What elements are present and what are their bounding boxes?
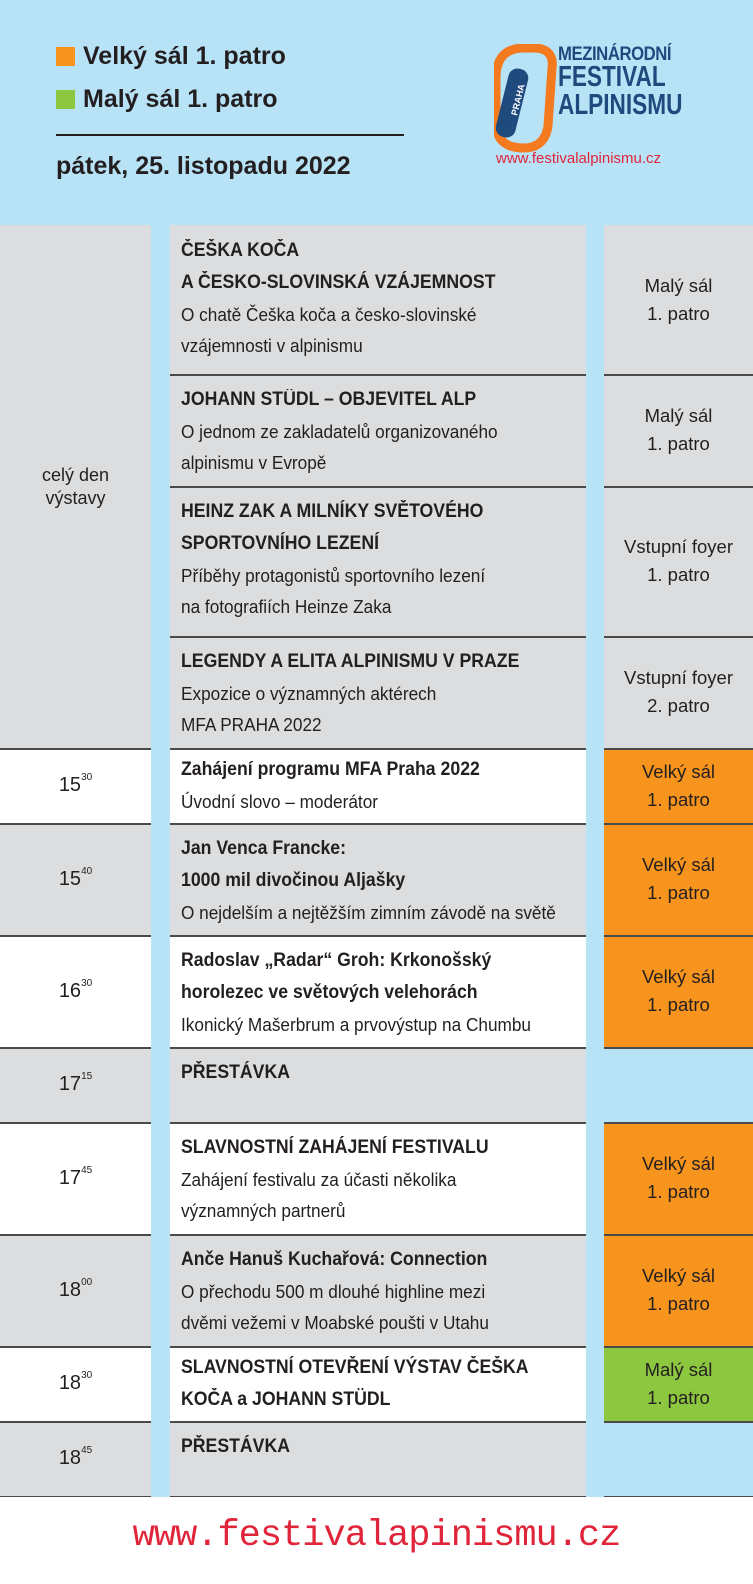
row-divider bbox=[0, 1122, 151, 1124]
legend-label: Velký sál 1. patro bbox=[83, 42, 286, 70]
room-line: Malý sál bbox=[644, 405, 713, 426]
room-line: Vstupní foyer bbox=[623, 667, 733, 688]
row-divider bbox=[0, 748, 151, 750]
row-divider bbox=[604, 1047, 753, 1049]
row-divider bbox=[170, 636, 586, 638]
row-divider bbox=[604, 1346, 753, 1348]
time-minutes: 15 bbox=[81, 1071, 93, 1082]
program-item bbox=[170, 823, 586, 935]
time-cell bbox=[0, 823, 151, 935]
row-divider bbox=[170, 1421, 586, 1423]
row-divider bbox=[170, 1234, 586, 1236]
all-day-line: celý den bbox=[41, 465, 110, 485]
room-line: 1. patro bbox=[647, 302, 710, 324]
exhibition-description: vzájemnosti v alpinismu bbox=[181, 335, 363, 356]
exhibition-title: ČEŠKA KOČA bbox=[181, 240, 300, 261]
exhibition-title: LEGENDY A ELITA ALPINISMU V PRAZE bbox=[181, 651, 520, 672]
room-cell bbox=[604, 1346, 753, 1421]
date-heading: pátek, 25. listopadu 2022 bbox=[56, 152, 351, 180]
room-line: 1. patro bbox=[647, 994, 710, 1015]
time-label: $18^{45}$ bbox=[58, 1445, 93, 1469]
logo-wordmark bbox=[558, 46, 718, 119]
program-item bbox=[170, 1122, 586, 1234]
room-line: 1. patro bbox=[647, 882, 710, 903]
room-label bbox=[645, 1356, 713, 1412]
program-item bbox=[170, 935, 586, 1047]
all-day-label bbox=[42, 464, 109, 509]
divider bbox=[56, 134, 404, 136]
time-cell bbox=[0, 1421, 151, 1496]
program-description: Úvodní slovo – moderátor bbox=[181, 791, 379, 812]
room-cell bbox=[604, 636, 753, 748]
room-line: Vstupní foyer bbox=[623, 536, 733, 557]
legend-item-velky-sal bbox=[56, 42, 286, 71]
exhibition-description: Expozice o významných aktérech bbox=[181, 683, 437, 704]
room-cell bbox=[604, 374, 753, 486]
room-line: Malý sál bbox=[644, 1358, 713, 1380]
room-line: Velký sál bbox=[641, 1153, 715, 1174]
exhibition-description: O jednom ze zakladatelů organizovaného bbox=[181, 421, 498, 442]
time-minutes: 45 bbox=[81, 1164, 93, 1176]
program-title: 1000 mil divočinou Aljašky bbox=[181, 870, 406, 891]
logo-url-link[interactable]: www.festivalalpinismu.cz bbox=[496, 150, 662, 167]
time-minutes: 30 bbox=[81, 772, 93, 783]
row-divider bbox=[604, 374, 753, 376]
all-day-line: výstavy bbox=[45, 487, 106, 508]
program-description: dvěmi vežemi v Moabské poušti v Utahu bbox=[181, 1312, 489, 1333]
time-cell bbox=[0, 935, 151, 1047]
exhibition-item bbox=[170, 374, 586, 486]
time-cell bbox=[0, 1047, 151, 1122]
room-label bbox=[624, 533, 733, 589]
exhibition-title: SPORTOVNÍHO LEZENÍ bbox=[181, 533, 380, 554]
time-label: $17^{15}$ bbox=[58, 1071, 93, 1095]
program-title: PŘESTÁVKA bbox=[181, 1062, 290, 1083]
green-square-icon bbox=[56, 90, 75, 109]
program-title: Radoslav „Radar“ Groh: Krkonošský bbox=[181, 950, 492, 971]
row-divider bbox=[604, 1421, 753, 1423]
row-divider bbox=[604, 823, 753, 825]
exhibition-title: HEINZ ZAK A MILNÍKY SVĚTOVÉHO bbox=[181, 501, 484, 522]
row-divider bbox=[170, 748, 586, 750]
time-minutes: 40 bbox=[81, 865, 93, 877]
header bbox=[0, 0, 753, 225]
logo-line-1: MEZINÁRODNÍ bbox=[558, 44, 672, 65]
row-divider bbox=[604, 636, 753, 638]
row-divider bbox=[170, 374, 586, 376]
time-label: $18^{00}$ bbox=[58, 1276, 93, 1301]
program-description: O nejdelším a nejtěžším zimním závodě na světě bbox=[181, 902, 556, 923]
room-line: 1. patro bbox=[647, 1181, 710, 1202]
time-label: $15^{30}$ bbox=[58, 772, 93, 796]
room-label bbox=[642, 758, 715, 814]
room-label bbox=[624, 664, 733, 720]
room-label bbox=[645, 272, 713, 328]
program-item bbox=[170, 748, 586, 823]
footer-url-link[interactable]: www.festivalapinismu.cz bbox=[132, 1515, 621, 1557]
exhibition-description: MFA PRAHA 2022 bbox=[181, 714, 322, 735]
exhibition-item bbox=[170, 225, 586, 374]
legend-item-maly-sal bbox=[56, 85, 278, 114]
room-cell bbox=[604, 486, 753, 636]
room-line: 1. patro bbox=[647, 564, 710, 585]
room-line: 1. patro bbox=[647, 1293, 710, 1314]
time-minutes: 00 bbox=[81, 1276, 93, 1288]
row-divider bbox=[604, 486, 753, 488]
room-line: 2. patro bbox=[647, 695, 710, 716]
row-divider bbox=[0, 1421, 151, 1423]
room-label bbox=[642, 1150, 715, 1206]
time-minutes: 45 bbox=[81, 1445, 93, 1456]
row-divider bbox=[170, 1346, 586, 1348]
program-description: významných partnerů bbox=[181, 1200, 346, 1221]
time-minutes: 30 bbox=[81, 977, 93, 989]
logo-line-2: FESTIVAL bbox=[558, 61, 666, 94]
room-cell bbox=[604, 935, 753, 1047]
room-line: 1. patro bbox=[647, 433, 710, 454]
time-cell bbox=[0, 1122, 151, 1234]
exhibition-title: JOHANN STÜDL – OBJEVITEL ALP bbox=[181, 389, 477, 410]
row-divider bbox=[170, 1122, 586, 1124]
all-day-time-cell bbox=[0, 225, 151, 748]
svg-text:PRAHA: PRAHA bbox=[509, 83, 527, 117]
row-divider bbox=[170, 1047, 586, 1049]
program-title: KOČA a JOHANN STÜDL bbox=[181, 1389, 391, 1410]
exhibition-description: na fotografiích Heinze Zaka bbox=[181, 596, 392, 617]
row-divider bbox=[170, 486, 586, 488]
time-minutes: 30 bbox=[81, 1370, 93, 1381]
row-divider bbox=[0, 1047, 151, 1049]
exhibition-description: O chatě Češka koča a česko-slovinské bbox=[181, 304, 477, 325]
program-title: Anče Hanuš Kuchařová: Connection bbox=[181, 1249, 488, 1270]
logo-line-3: ALPINISMU bbox=[558, 88, 683, 121]
legend-label: Malý sál 1. patro bbox=[83, 85, 278, 113]
room-line: Velký sál bbox=[641, 854, 715, 875]
room-cell bbox=[604, 225, 753, 374]
row-divider bbox=[0, 1234, 151, 1236]
room-line: Velký sál bbox=[641, 760, 715, 782]
program-title: Jan Venca Francke: bbox=[181, 838, 347, 859]
program-item bbox=[170, 1047, 586, 1122]
time-label: $18^{30}$ bbox=[58, 1370, 93, 1394]
program-item bbox=[170, 1234, 586, 1346]
time-cell bbox=[0, 1234, 151, 1346]
room-line: Malý sál bbox=[644, 274, 713, 296]
room-cell bbox=[604, 1122, 753, 1234]
time-label: $17^{45}$ bbox=[58, 1164, 93, 1189]
room-label bbox=[642, 963, 715, 1019]
room-line: Velký sál bbox=[641, 966, 715, 987]
row-divider bbox=[604, 1234, 753, 1236]
exhibition-description: Příběhy protagonistů sportovního lezení bbox=[181, 565, 486, 586]
row-divider bbox=[0, 823, 151, 825]
time-cell bbox=[0, 1346, 151, 1421]
room-label bbox=[642, 1262, 715, 1318]
room-cell bbox=[604, 823, 753, 935]
program-title: SLAVNOSTNÍ OTEVŘENÍ VÝSTAV ČEŠKA bbox=[181, 1357, 529, 1378]
time-label: $15^{40}$ bbox=[58, 865, 93, 890]
room-line: Velký sál bbox=[641, 1265, 715, 1286]
room-label bbox=[645, 402, 713, 458]
row-divider bbox=[170, 823, 586, 825]
exhibition-description: alpinismu v Evropě bbox=[181, 452, 327, 473]
room-line: 1. patro bbox=[647, 788, 710, 810]
orange-square-icon bbox=[56, 47, 75, 66]
footer bbox=[0, 1497, 753, 1584]
room-label bbox=[642, 851, 715, 907]
program-title: Zahájení programu MFA Praha 2022 bbox=[181, 759, 480, 780]
row-divider bbox=[604, 935, 753, 937]
row-divider bbox=[170, 935, 586, 937]
program-title: PŘESTÁVKA bbox=[181, 1436, 290, 1457]
program-description: O přechodu 500 m dlouhé highline mezi bbox=[181, 1281, 486, 1302]
room-cell bbox=[604, 748, 753, 823]
program-description: Zahájení festivalu za účasti několika bbox=[181, 1169, 457, 1190]
row-divider bbox=[604, 1122, 753, 1124]
exhibition-item bbox=[170, 636, 586, 748]
time-cell bbox=[0, 748, 151, 823]
exhibition-title: A ČESKO-SLOVINSKÁ VZÁJEMNOST bbox=[181, 272, 496, 293]
program-title: horolezec ve světových velehorách bbox=[181, 982, 478, 1003]
time-label: $16^{30}$ bbox=[58, 977, 93, 1002]
program-item bbox=[170, 1421, 586, 1496]
program-description: Ikonický Mašerbrum a prvovýstup na Chumbu bbox=[181, 1014, 531, 1035]
room-line: 1. patro bbox=[647, 1386, 710, 1408]
exhibition-item bbox=[170, 486, 586, 636]
row-divider bbox=[604, 748, 753, 750]
row-divider bbox=[0, 1346, 151, 1348]
row-divider bbox=[0, 935, 151, 937]
program-item bbox=[170, 1346, 586, 1421]
room-cell bbox=[604, 1234, 753, 1346]
program-title: SLAVNOSTNÍ ZAHÁJENÍ FESTIVALU bbox=[181, 1137, 489, 1158]
